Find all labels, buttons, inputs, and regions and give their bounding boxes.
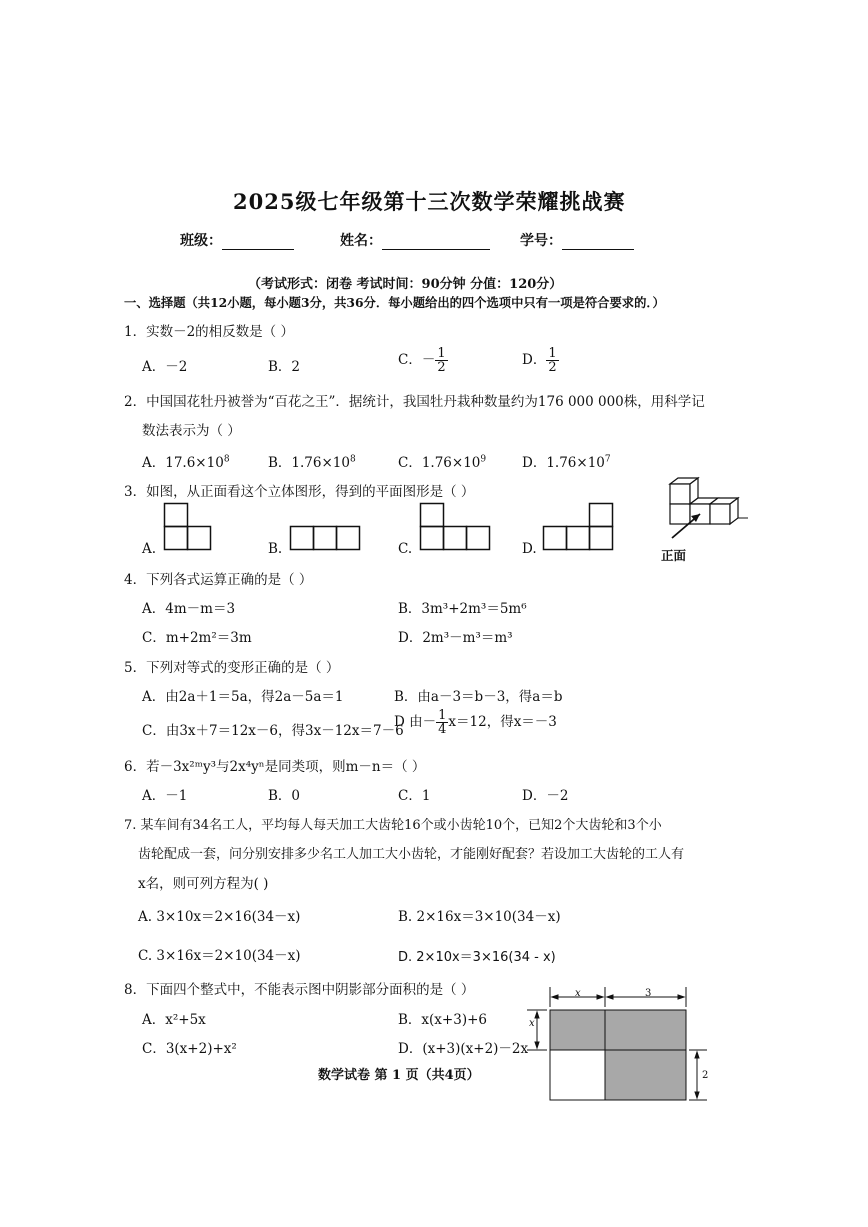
q4-stem: 4．下列各式运算正确的是（ ） bbox=[124, 572, 313, 588]
q2-stem-line1: 2．中国国花牡丹被誉为“百花之王”．据统计，我国牡丹栽种数量约为176 000 000株，用科学记 bbox=[124, 394, 705, 410]
q7-option-a[interactable]: A. 3×10x＝2×16(34－x) bbox=[138, 909, 301, 925]
q3-option-a-figure[interactable] bbox=[164, 503, 214, 551]
q2-option-d[interactable]: D．$1.76\times 10^7$ bbox=[522, 454, 611, 471]
q4-option-a[interactable]: A．4m－m＝3 bbox=[142, 601, 236, 617]
id-label: 学号： bbox=[520, 233, 562, 249]
q7-stem-line2: 齿轮配成一套，问分别安排多少名工人加工大小齿轮，才能刚好配套？若设加工大齿轮的工人有 bbox=[138, 847, 685, 862]
q4-option-c[interactable]: C．m+2m²＝3m bbox=[142, 630, 252, 646]
shaded-region bbox=[550, 1010, 605, 1050]
q3-solid-figure bbox=[660, 476, 760, 546]
q2-option-b[interactable]: B．$1.76\times 10^8$ bbox=[268, 454, 356, 471]
q5-option-d[interactable]: D 由－ $\frac{1}{4}$ x＝12，得x＝－3 bbox=[394, 708, 557, 737]
q6-stem: 6．若－3x²ᵐy³与2x⁴yⁿ是同类项，则m－n＝（ ） bbox=[124, 759, 426, 775]
q7-option-b[interactable]: B. 2×16x＝3×10(34－x) bbox=[398, 909, 561, 925]
page-footer: 数学试卷 第 1 页（共4页） bbox=[318, 1068, 480, 1083]
dim-2-right: 2 bbox=[702, 1070, 709, 1081]
fraction: $\frac{1}{2}$ bbox=[548, 346, 557, 375]
class-label: 班级： bbox=[180, 233, 222, 249]
fraction: $\frac{1}{2}$ bbox=[437, 346, 446, 375]
q8-option-c[interactable]: C．3(x+2)+x² bbox=[142, 1041, 237, 1057]
name-blank[interactable] bbox=[382, 235, 490, 250]
page-title: 2025级七年级第十三次数学荣耀挑战赛 bbox=[233, 189, 626, 214]
q7-stem-line1: 7. 某车间有34名工人，平均每人每天加工大齿轮16个或小齿轮10个，已知2个大齿轮和3个小 bbox=[124, 818, 662, 833]
q3-option-b-figure[interactable] bbox=[290, 526, 362, 552]
dim-x-top: x bbox=[575, 988, 581, 999]
q8-option-a[interactable]: A．x²+5x bbox=[142, 1012, 206, 1028]
q8-stem: 8．下面四个整式中，不能表示图中阴影部分面积的是（ ） bbox=[124, 982, 475, 998]
q6-option-b[interactable]: B．0 bbox=[268, 788, 301, 804]
exam-info: （考试形式：闭卷 考试时间：90分钟 分值：120分） bbox=[248, 277, 563, 292]
dim-3-top: 3 bbox=[645, 988, 652, 999]
name-field bbox=[340, 230, 490, 250]
q2-option-a[interactable]: A．$17.6\times 10^8$ bbox=[142, 454, 230, 471]
q4-option-d[interactable]: D．2m³－m³＝m³ bbox=[398, 630, 513, 646]
q5-option-b[interactable]: B．由a－3＝b－3，得a＝b bbox=[394, 689, 563, 705]
class-field bbox=[180, 230, 294, 250]
id-blank[interactable] bbox=[562, 235, 634, 250]
q5-stem: 5．下列对等式的变形正确的是（ ） bbox=[124, 660, 340, 676]
q1-option-b[interactable]: B．2 bbox=[268, 359, 301, 375]
section-heading: 一、选择题（共12小题，每小题3分，共36分．每小题给出的四个选项中只有一项是符合要求的．） bbox=[124, 295, 665, 310]
q7-stem-line3: x名，则可列方程为( ) bbox=[138, 876, 269, 892]
front-label: 正面 bbox=[661, 548, 687, 563]
q3-option-a-label[interactable]: A. bbox=[142, 541, 157, 557]
q5-option-a[interactable]: A．由2a＋1＝5a，得2a－5a＝1 bbox=[142, 689, 344, 705]
fraction: $\frac{1}{4}$ bbox=[438, 708, 447, 737]
class-blank[interactable] bbox=[222, 235, 294, 250]
q8-area-figure bbox=[525, 985, 715, 1103]
q3-option-c-label[interactable]: C. bbox=[398, 541, 413, 557]
q2-option-c[interactable]: C．$1.76\times 10^9$ bbox=[398, 454, 487, 471]
q8-option-b[interactable]: B．x(x+3)+6 bbox=[398, 1012, 487, 1028]
q5-option-c[interactable]: C．由3x＋7＝12x－6，得3x－12x＝7－6 bbox=[142, 723, 404, 739]
dim-x-left: x bbox=[529, 1018, 535, 1029]
q2-stem-line2: 数法表示为（ ） bbox=[142, 423, 241, 439]
q4-option-b[interactable]: B．3m³+2m³＝5m⁶ bbox=[398, 601, 527, 617]
q1-option-d[interactable]: D． $\frac{1}{2}$ bbox=[522, 346, 557, 375]
q6-option-a[interactable]: A．－1 bbox=[142, 788, 188, 804]
q7-option-c[interactable]: C. 3×16x＝2×10(34－x) bbox=[138, 948, 301, 964]
q7-option-d[interactable]: D. 2×10x＝3×16(34 - x) bbox=[398, 950, 556, 965]
q1-option-c[interactable]: C．－ $\frac{1}{2}$ bbox=[398, 346, 446, 375]
q3-stem: 3．如图，从正面看这个立体图形，得到的平面图形是（ ） bbox=[124, 484, 475, 500]
q1-stem: 1．实数－2的相反数是（ ） bbox=[124, 324, 294, 340]
q6-option-c[interactable]: C．1 bbox=[398, 788, 431, 804]
name-label: 姓名： bbox=[340, 233, 382, 249]
id-field bbox=[520, 230, 634, 250]
q6-option-d[interactable]: D．－2 bbox=[522, 788, 569, 804]
q3-option-d-label[interactable]: D. bbox=[522, 541, 537, 557]
q3-option-b-label[interactable]: B. bbox=[268, 541, 283, 557]
q3-option-c-figure[interactable] bbox=[420, 503, 492, 551]
q8-option-d[interactable]: D．(x+3)(x+2)－2x bbox=[398, 1041, 529, 1057]
q1-option-a[interactable]: A．－2 bbox=[142, 359, 188, 375]
q3-option-d-figure[interactable] bbox=[543, 503, 615, 551]
shaded-region bbox=[605, 1010, 686, 1100]
